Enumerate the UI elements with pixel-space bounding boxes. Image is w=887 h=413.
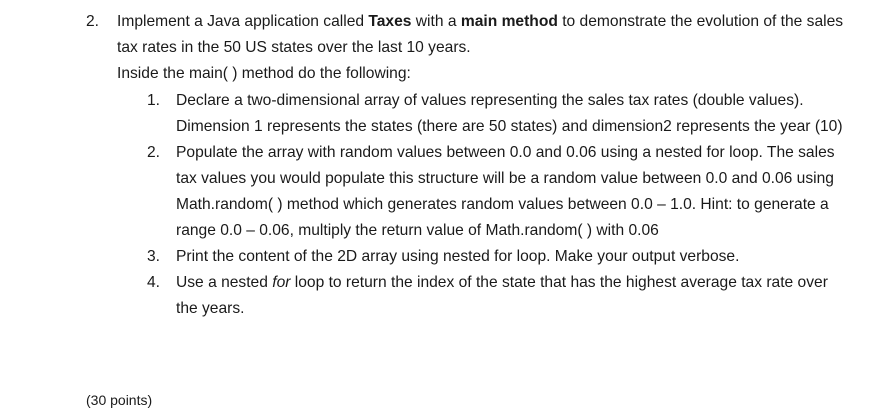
step-item bbox=[117, 140, 857, 244]
step-4-part-1: Use a nested bbox=[176, 274, 273, 291]
step-item bbox=[117, 270, 857, 322]
question-number: 2. bbox=[86, 13, 100, 30]
step-number: 1. bbox=[147, 92, 161, 109]
question-intro-text bbox=[117, 9, 857, 61]
intro-part-1: Implement a Java application called bbox=[117, 13, 369, 30]
step-text: Print the content of the 2D array using nested for loop. Make your output verbose. bbox=[176, 248, 740, 265]
for-keyword: for bbox=[272, 274, 291, 291]
steps-list bbox=[117, 88, 857, 322]
step-4-part-2: loop to return the index of the state that has the highest average tax rate over the years. bbox=[176, 274, 828, 317]
question-lead: Inside the main( ) method do the following: bbox=[117, 65, 411, 82]
class-name-taxes: Taxes bbox=[368, 13, 412, 30]
step-text: Populate the array with random values between 0.0 and 0.06 using a nested for loop. The sales tax values you would populate this structure will be a random value between 0.0 and 0.06 using Math.random( ) method which generates random values between 0.0 – 1.0. Hint: to generate a range 0.0 – 0.06, multiply the return value of Math.random( ) with 0.06 bbox=[176, 144, 835, 239]
intro-part-3: to demonstrate the evolution of the sales tax rates in the 50 US states over the last 10 years. bbox=[117, 13, 844, 56]
intro-part-2: with a bbox=[411, 13, 461, 30]
step-item bbox=[117, 244, 857, 270]
question-body bbox=[117, 9, 857, 322]
step-text bbox=[176, 270, 848, 322]
step-item bbox=[117, 88, 857, 140]
step-number: 3. bbox=[147, 248, 161, 265]
question-intro bbox=[117, 9, 857, 61]
points-label: (30 points) bbox=[86, 392, 153, 408]
main-method-term: main method bbox=[460, 13, 558, 30]
step-text: Declare a two-dimensional array of values representing the sales tax rates (double values). Dimension 1 represents the states (there are 50 states) and dimension2 represents the year (10) bbox=[176, 92, 843, 135]
step-number: 2. bbox=[147, 144, 161, 161]
step-number: 4. bbox=[147, 274, 161, 291]
